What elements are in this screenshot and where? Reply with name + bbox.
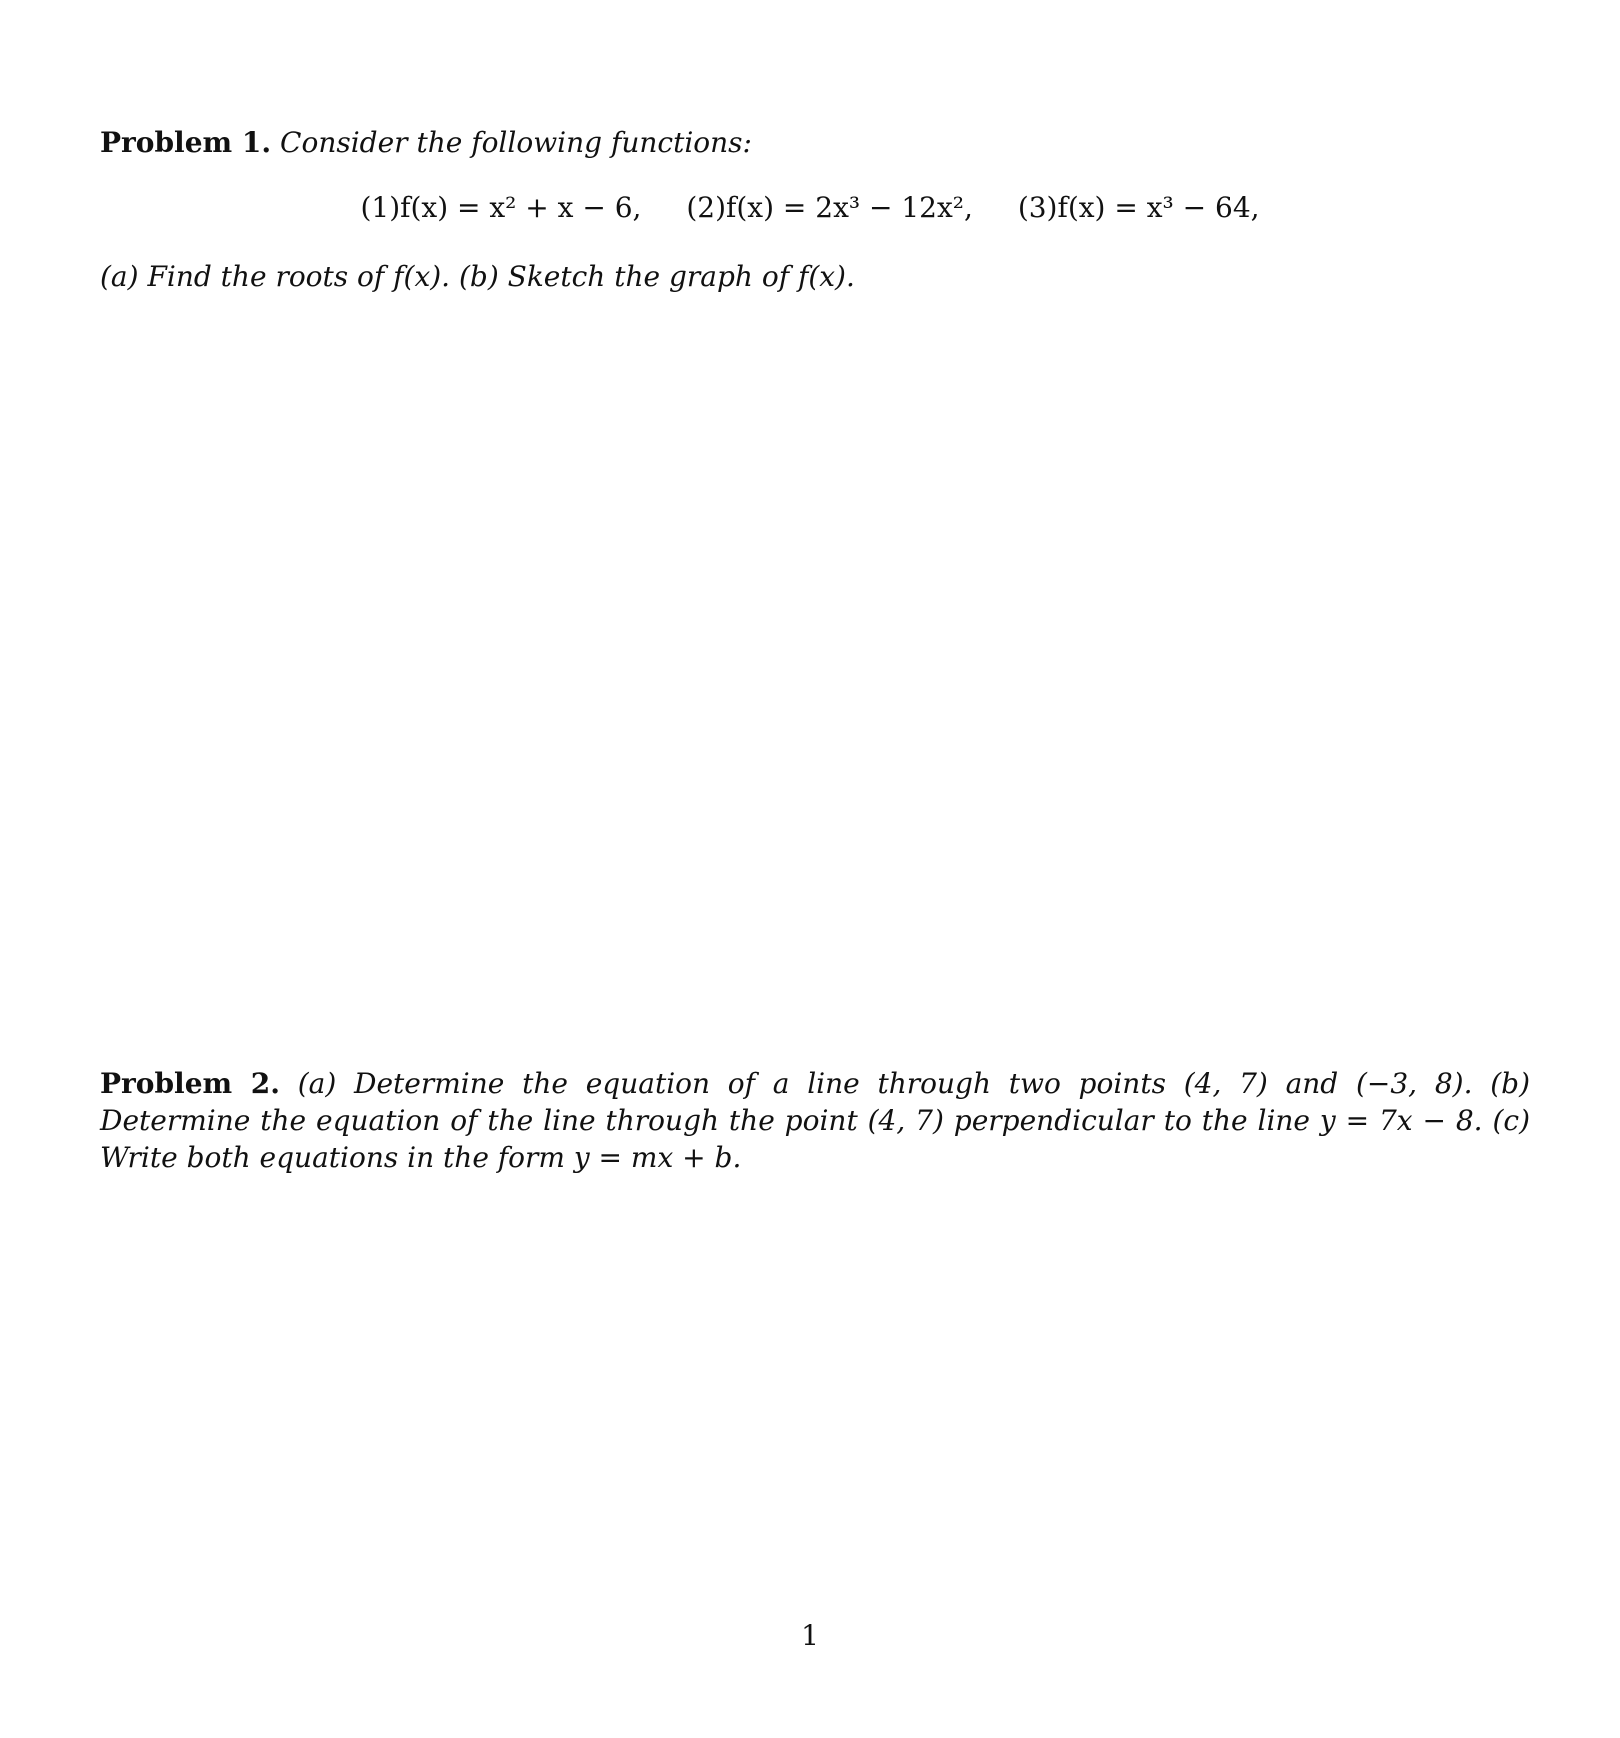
function-3: (3)f(x) = x³ − 64, [1017, 191, 1260, 224]
function-2: (2)f(x) = 2x³ − 12x², [686, 191, 973, 224]
page-number: 1 [801, 1619, 819, 1652]
problem-1-functions [0, 191, 1620, 224]
function-1: (1)f(x) = x² + x − 6, [360, 191, 642, 224]
problem-1-tasks: (a) Find the roots of f(x). (b) Sketch the graph of f(x). [100, 260, 855, 293]
problem-2 [100, 1065, 1530, 1176]
problem-1-heading [100, 124, 1530, 161]
problem-1-label: Problem 1. [100, 126, 272, 159]
problem-2-label: Problem 2. [100, 1067, 280, 1100]
problem-2-text: (a) Determine the equation of a line through two points (4, 7) and (−3, 8). (b) Determine the equation of the line through the point (4, 7) perpendicular to the line y = 7x − 8. (c) Write both equations in the form y = mx + b. [100, 1067, 1530, 1174]
problem-1-intro: Consider the following functions: [280, 126, 752, 159]
